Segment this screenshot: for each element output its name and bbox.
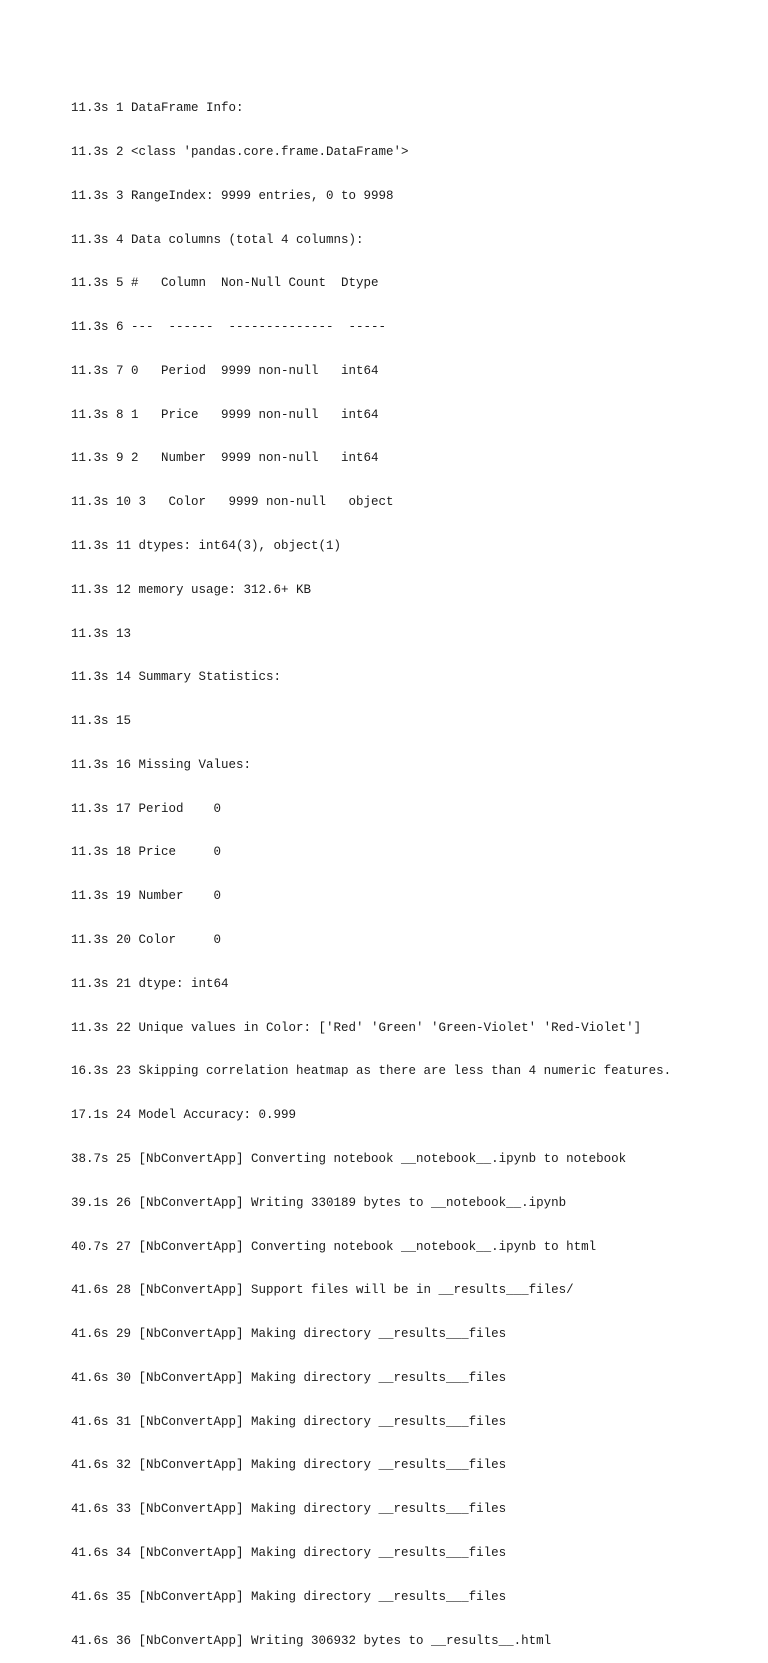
log-line: 11.3s 5 # Column Non-Null Count Dtype <box>71 276 379 291</box>
log-line: 11.3s 1 DataFrame Info: <box>71 101 244 116</box>
log-line: 41.6s 32 [NbConvertApp] Making directory __results___files <box>71 1458 507 1473</box>
log-line: 11.3s 22 Unique values in Color: ['Red' 'Green' 'Green-Violet' 'Red-Violet'] <box>71 1020 642 1035</box>
console-log <box>71 72 671 1663</box>
log-line: 11.3s 14 Summary Statistics: <box>71 670 282 685</box>
log-line: 11.3s 6 --- ------ -------------- ----- <box>71 320 387 335</box>
log-line: 40.7s 27 [NbConvertApp] Converting notebook __notebook__.ipynb to html <box>71 1239 597 1254</box>
log-line: 11.3s 4 Data columns (total 4 columns): <box>71 232 364 247</box>
log-line: 16.3s 23 Skipping correlation heatmap as there are less than 4 numeric features. <box>71 1064 672 1079</box>
log-line: 11.3s 20 Color 0 <box>71 933 222 948</box>
log-line: 41.6s 31 [NbConvertApp] Making directory __results___files <box>71 1414 507 1429</box>
log-line: 11.3s 16 Missing Values: <box>71 757 252 772</box>
log-line: 11.3s 2 <class 'pandas.core.frame.DataFrame'> <box>71 144 409 159</box>
log-line: 41.6s 34 [NbConvertApp] Making directory __results___files <box>71 1545 507 1560</box>
log-line: 11.3s 19 Number 0 <box>71 889 222 904</box>
log-line: 11.3s 11 dtypes: int64(3), object(1) <box>71 539 342 553</box>
log-line: 38.7s 25 [NbConvertApp] Converting notebook __notebook__.ipynb to notebook <box>71 1151 627 1166</box>
log-line: 11.3s 9 2 Number 9999 non-null int64 <box>71 451 379 466</box>
log-line: 11.3s 13 <box>71 626 132 641</box>
log-line: 11.3s 15 <box>71 714 132 729</box>
log-line: 11.3s 12 memory usage: 312.6+ KB <box>71 582 312 597</box>
log-line: 39.1s 26 [NbConvertApp] Writing 330189 bytes to __notebook__.ipynb <box>71 1195 567 1210</box>
log-line: 41.6s 36 [NbConvertApp] Writing 306932 bytes to __results__.html <box>71 1633 552 1648</box>
log-line: 41.6s 30 [NbConvertApp] Making directory __results___files <box>71 1370 507 1385</box>
log-line: 41.6s 33 [NbConvertApp] Making directory __results___files <box>71 1502 507 1517</box>
log-line: 11.3s 8 1 Price 9999 non-null int64 <box>71 407 379 422</box>
log-line: 41.6s 35 [NbConvertApp] Making directory __results___files <box>71 1589 507 1604</box>
log-line: 17.1s 24 Model Accuracy: 0.999 <box>71 1108 297 1123</box>
log-line: 41.6s 29 [NbConvertApp] Making directory __results___files <box>71 1327 507 1342</box>
log-line: 11.3s 3 RangeIndex: 9999 entries, 0 to 9998 <box>71 188 394 203</box>
log-line: 11.3s 7 0 Period 9999 non-null int64 <box>71 363 379 378</box>
log-line: 41.6s 28 [NbConvertApp] Support files will be in __results___files/ <box>71 1283 574 1298</box>
log-line: 11.3s 17 Period 0 <box>71 801 222 816</box>
log-line: 11.3s 10 3 Color 9999 non-null object <box>71 495 394 510</box>
log-line: 11.3s 21 dtype: int64 <box>71 976 229 991</box>
log-line: 11.3s 18 Price 0 <box>71 845 222 860</box>
